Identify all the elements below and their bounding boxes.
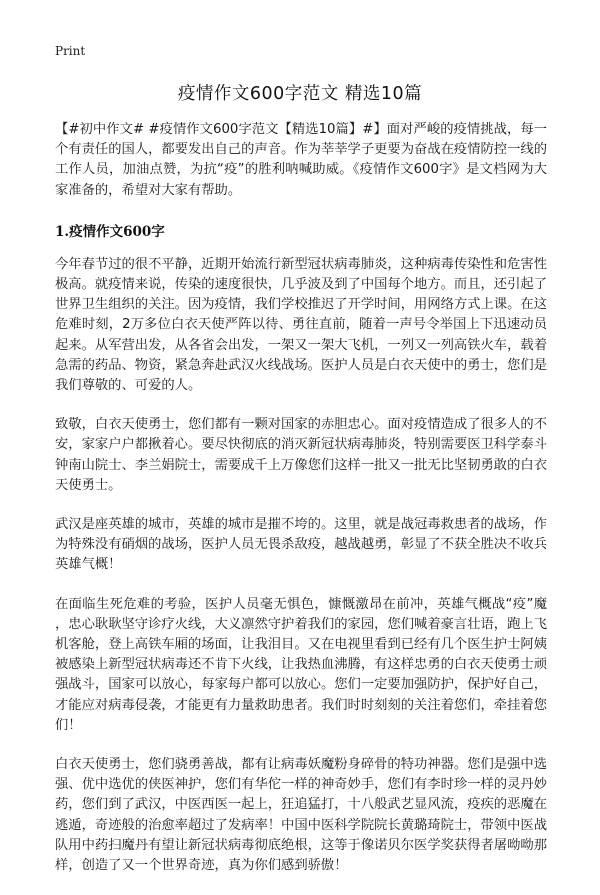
- document-body: [55, 120, 547, 895]
- intro-paragraph: 【#初中作文# #疫情作文600字范文【精选10篇】#】面对严峻的疫情挑战，每一个有责任的国人，都要发出自己的声音。作为莘莘学子更要为奋战在疫情防控一线的工作人员，加油点赞，为抗“疫”的胜利呐喊助威。《疫情作文600字》是文档网为大家准备的，希望对大家有帮助。: [55, 122, 547, 198]
- document-title: 疫情作文600字范文 精选10篇: [177, 84, 423, 104]
- body-paragraph-5: 白衣天使勇士，您们骁勇善战，都有让病毒妖魔粉身碎骨的特功神器。您们是强中选强、优中选优的侠医神护，您们有华佗一样的神奇妙手，您们有李时珍一样的灵丹妙药，您们到了武汉，中医西医一起上，狂追猛打，十八般武艺显风流，疫疾的恶魔在逃遁，奇迹般的治愈率超过了发病率！中国中医科学院院长黄璐琦院士，带领中医战队用中药扫魔丹有望让新冠状病毒彻底绝根，这等于像诺贝尔医学奖获得者屠呦呦那样，创造了又一个世界奇迹，真为你们感到骄傲！: [55, 757, 547, 874]
- body-paragraph-4: 在面临生死危难的考验，医护人员毫无惧色，慷慨激昂在前冲，英雄气概战“疫”魔，忠心耿耿坚守诊疗火线，大义凛然守护着我们的家园，您们喊着豪言壮语，跑上飞机客舱，登上高铁车厢的场面，让我泪目。又在电视里看到已经有几个医生护士阿姨被感染上新型冠状病毒还不肯下火线，让我热血沸腾，有这样忠勇的白衣天使勇士顽强战斗，国家可以放心，每家每户都可以放心。您们一定要加强防护，保护好自己，才能应对病毒侵袭，才能更有力量救助患者。我们时时刻刻的关注着您们，牵挂着您们！: [55, 596, 547, 733]
- print-label: Print: [55, 44, 86, 58]
- body-paragraph-2: 致敬，白衣天使勇士，您们都有一颗对国家的赤胆忠心。面对疫情造成了很多人的不安，家家户户都揪着心。要尽快彻底的消灭新冠状病毒肺炎，特别需要医卫科学泰斗钟南山院士、李兰娟院士，需要成千上万像您们这样一批又一批无比坚韧勇敢的白衣天使勇士。: [55, 417, 547, 493]
- body-paragraph-1: 今年春节过的很不平静，近期开始流行新型冠状病毒肺炎，这种病毒传染性和危害性极高。就疫情来说，传染的速度很快，几乎波及到了中国每个地方。而且，还引起了世界卫生组织的关注。因为疫情，我们学校推迟了开学时间，用网络方式上课。在这危难时刻，2万多位白衣天使严阵以待、勇往直前，随着一声号令举国上下迅速动员起来。从军营出发，从各省会出发，一架又一架大飞机，一列又一列高铁火车，载着急需的药品、物资，紧急奔赴武汉火线战场。医护人员是白衣天使中的勇士，您们是我们尊敬的、可爱的人。: [55, 256, 547, 394]
- section-heading: 1.疫情作文600字: [55, 223, 165, 240]
- body-paragraph-3: 武汉是座英雄的城市，英雄的城市是摧不垮的。这里，就是战冠毒救患者的战场，作为特殊没有硝烟的战场，医护人员无畏杀敌疫，越战越勇，彰显了不获全胜决不收兵英雄气概！: [55, 517, 547, 573]
